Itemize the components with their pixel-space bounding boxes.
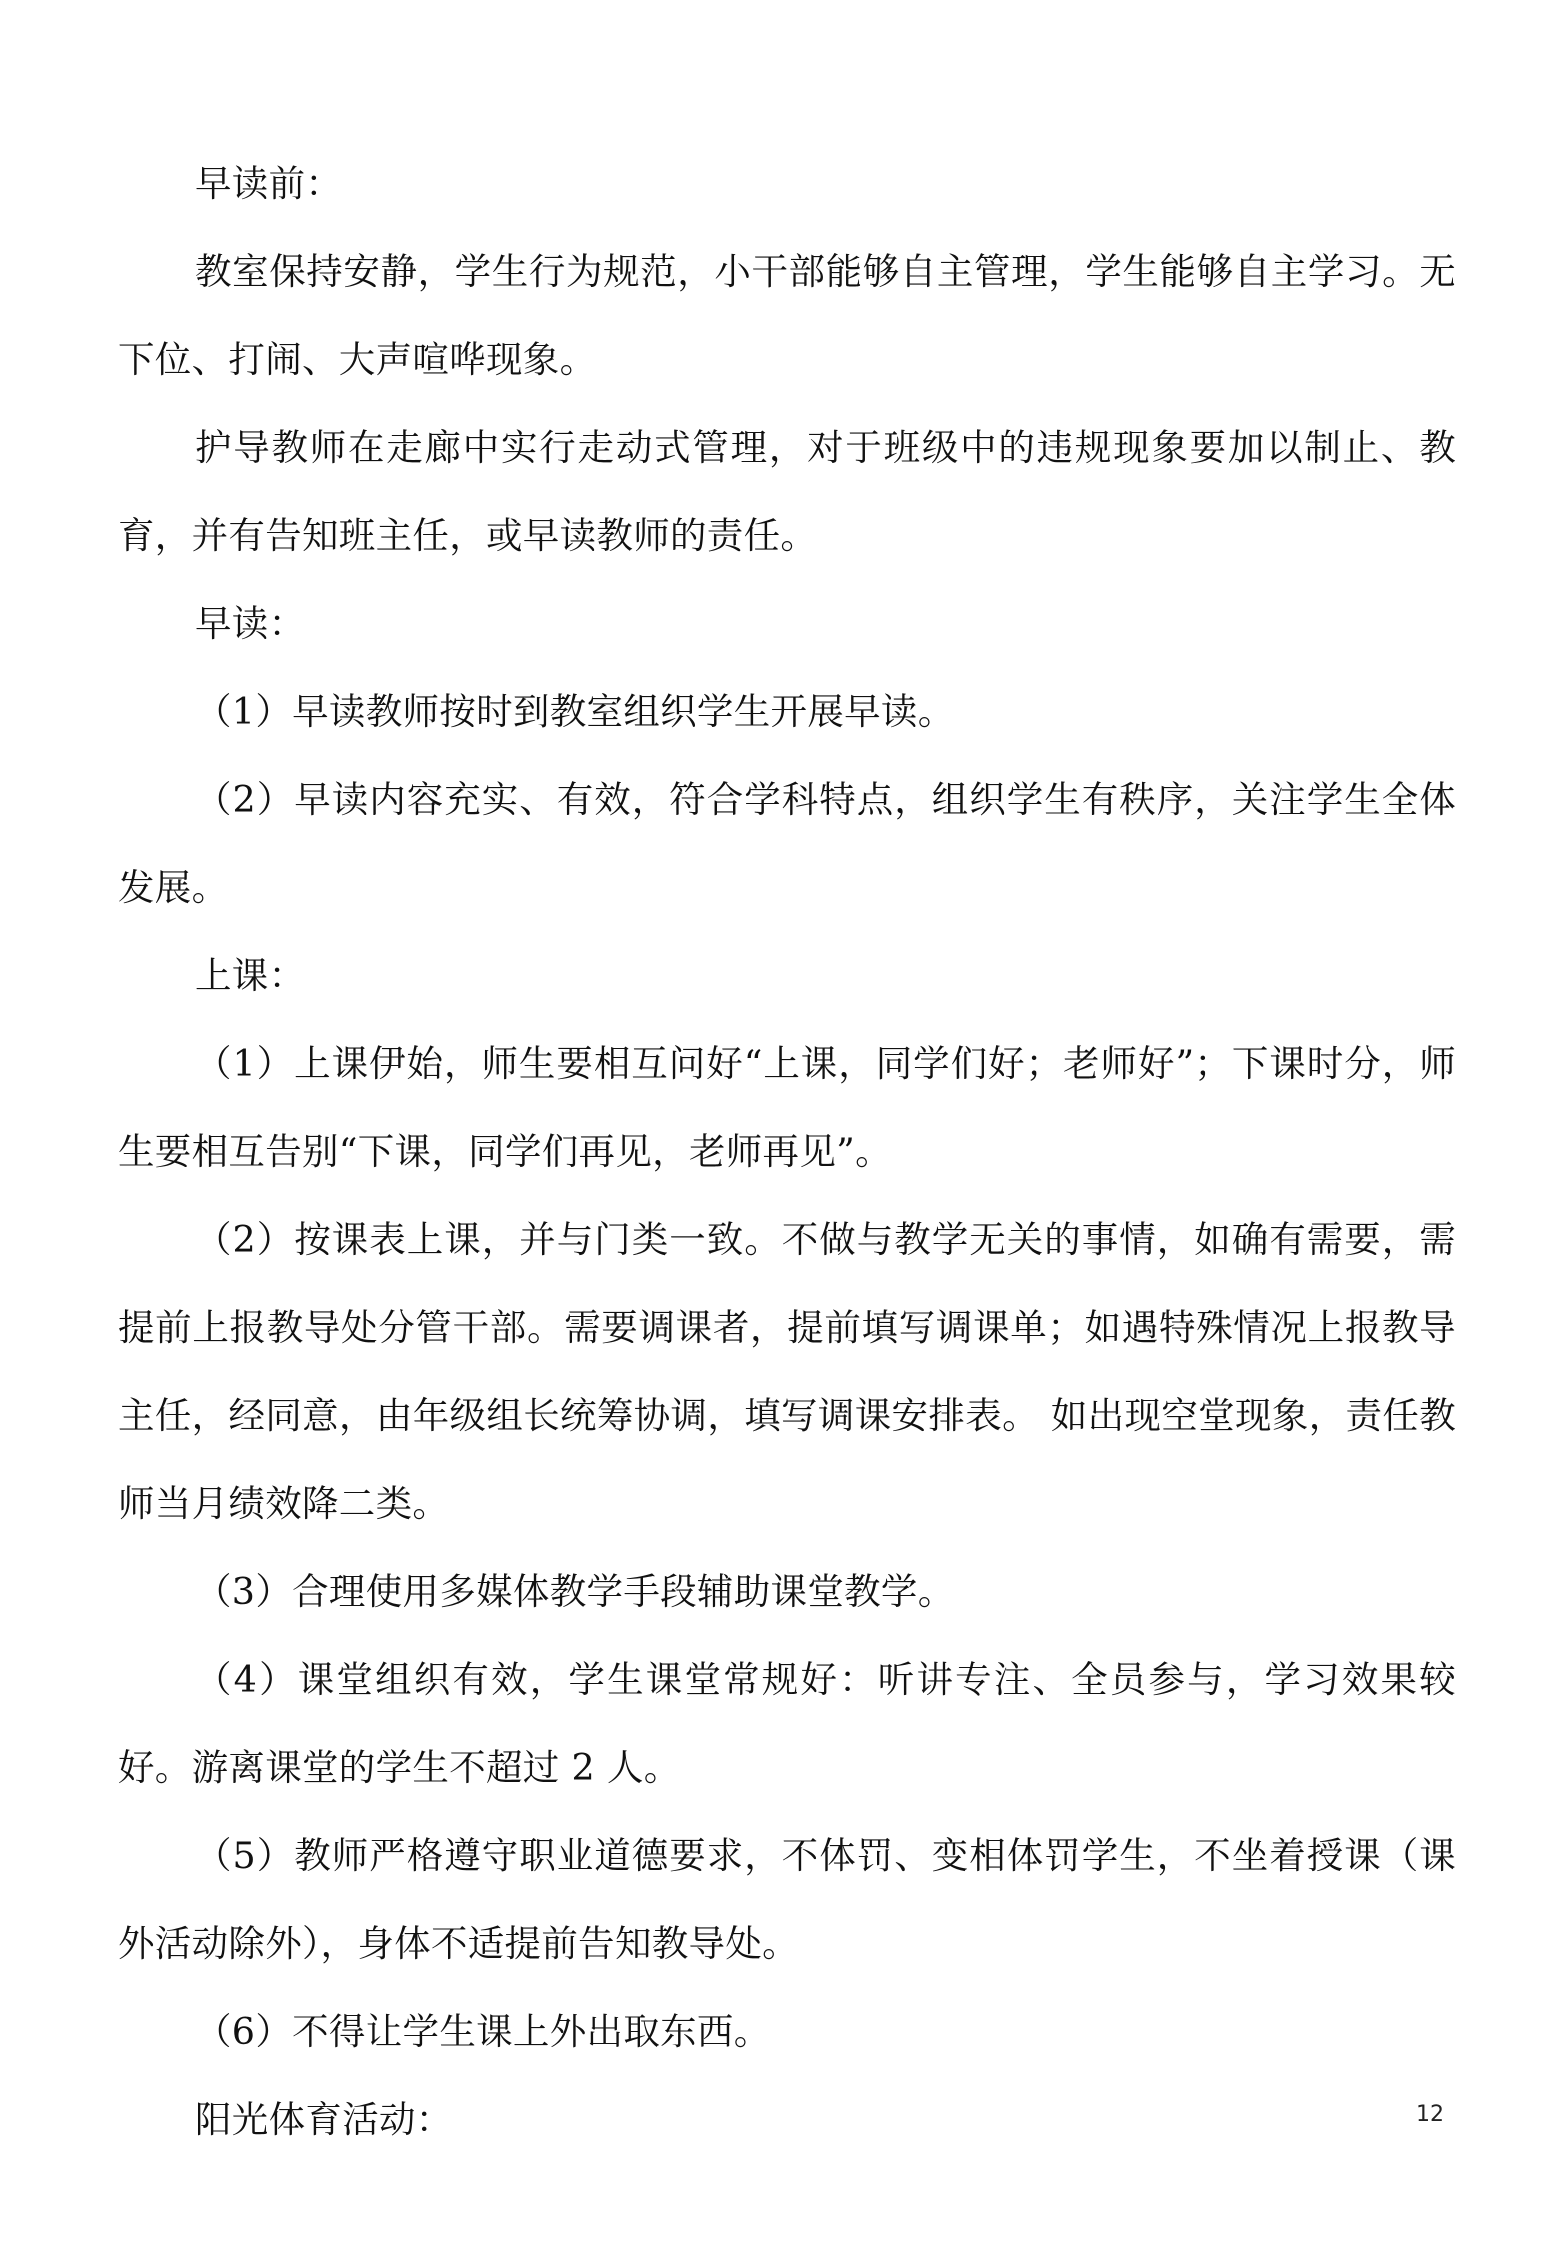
paragraph: 护导教师在走廊中实行走动式管理，对于班级中的违规现象要加以制止、教育，并有告知班主任，或早读教师的责任。 [118,426,1456,557]
section-heading-sunshine-sports: 阳光体育活动： [195,2098,453,2141]
section-heading-before-morning-reading: 早读前： [195,162,343,205]
list-item: （6）不得让学生课上外出取东西。 [195,2010,771,2053]
paragraph: 教室保持安静，学生行为规范，小干部能够自主管理，学生能够自主学习。无下位、打闹、大声喧哗现象。 [118,250,1456,381]
list-item: （4）课堂组织有效，学生课堂常规好：听讲专注、全员参与，学习效果较好。游离课堂的学生不超过 2 人。 [118,1658,1456,1789]
section-heading-morning-reading: 早读： [195,602,306,645]
page-number: 12 [1416,2102,1444,2127]
list-item: （2）按课表上课，并与门类一致。不做与教学无关的事情，如确有需要，需提前上报教导处分管干部。需要调课者，提前填写调课单；如遇特殊情况上报教导主任，经同意，由年级组长统筹协调，填写调课安排表。 如出现空堂现象，责任教师当月绩效降二类。 [118,1218,1456,1525]
list-item: （1）上课伊始，师生要相互问好“上课，同学们好；老师好”；下课时分，师生要相互告别“下课，同学们再见，老师再见”。 [118,1042,1456,1173]
list-item: （3）合理使用多媒体教学手段辅助课堂教学。 [195,1570,955,1613]
page-body [118,140,1456,2164]
list-item: （2）早读内容充实、有效，符合学科特点，组织学生有秩序，关注学生全体发展。 [118,778,1456,909]
list-item: （5）教师严格遵守职业道德要求，不体罚、变相体罚学生，不坐着授课（课外活动除外），身体不适提前告知教导处。 [118,1834,1456,1965]
section-heading-class: 上课： [195,954,306,997]
list-item: （1）早读教师按时到教室组织学生开展早读。 [195,690,955,733]
